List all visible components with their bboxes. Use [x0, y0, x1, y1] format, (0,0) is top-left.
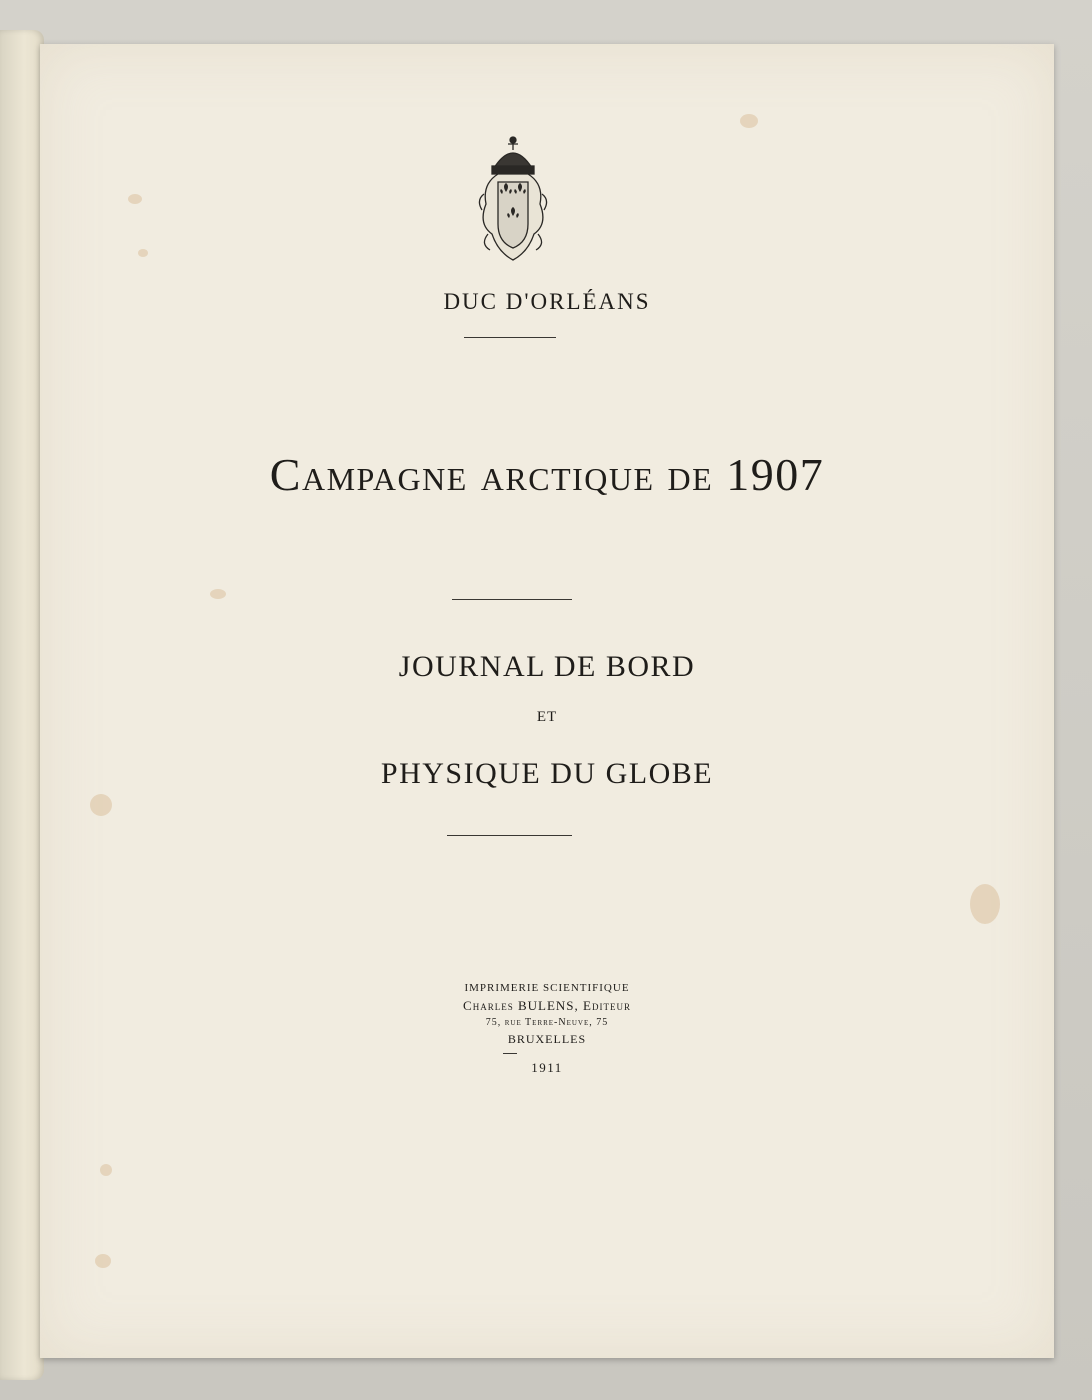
author-name: DUC D'ORLÉANS [443, 289, 651, 314]
foxing-spot [95, 1254, 111, 1268]
book-title: Campagne arctique de 1907 [269, 449, 825, 500]
foxing-spot [970, 884, 1000, 924]
foxing-spot [100, 1164, 112, 1176]
imprint-city: BRUXELLES [507, 1032, 587, 1046]
subtitle-physique: PHYSIQUE DU GLOBE [380, 757, 714, 790]
subtitle-journal: JOURNAL DE BORD [398, 650, 696, 683]
imprint-year: 1911 [531, 1060, 563, 1075]
subtitle-connector: ET [536, 709, 558, 725]
foxing-spot [90, 794, 112, 816]
imprint-dash [503, 1053, 517, 1054]
imprint-printer: IMPRIMERIE SCIENTIFIQUE [464, 982, 630, 994]
foxing-spot [128, 194, 142, 204]
foxing-spot [210, 589, 226, 599]
imprint-publisher: Charles BULENS, Editeur [463, 998, 631, 1013]
divider-rule [447, 835, 572, 836]
imprint-address: 75, rue Terre-Neuve, 75 [485, 1017, 609, 1028]
divider-rule [464, 337, 556, 338]
left-page-edge [0, 30, 44, 1380]
royal-crest-icon [468, 134, 558, 266]
foxing-spot [138, 249, 148, 257]
divider-rule [452, 599, 572, 600]
foxing-spot [740, 114, 758, 128]
